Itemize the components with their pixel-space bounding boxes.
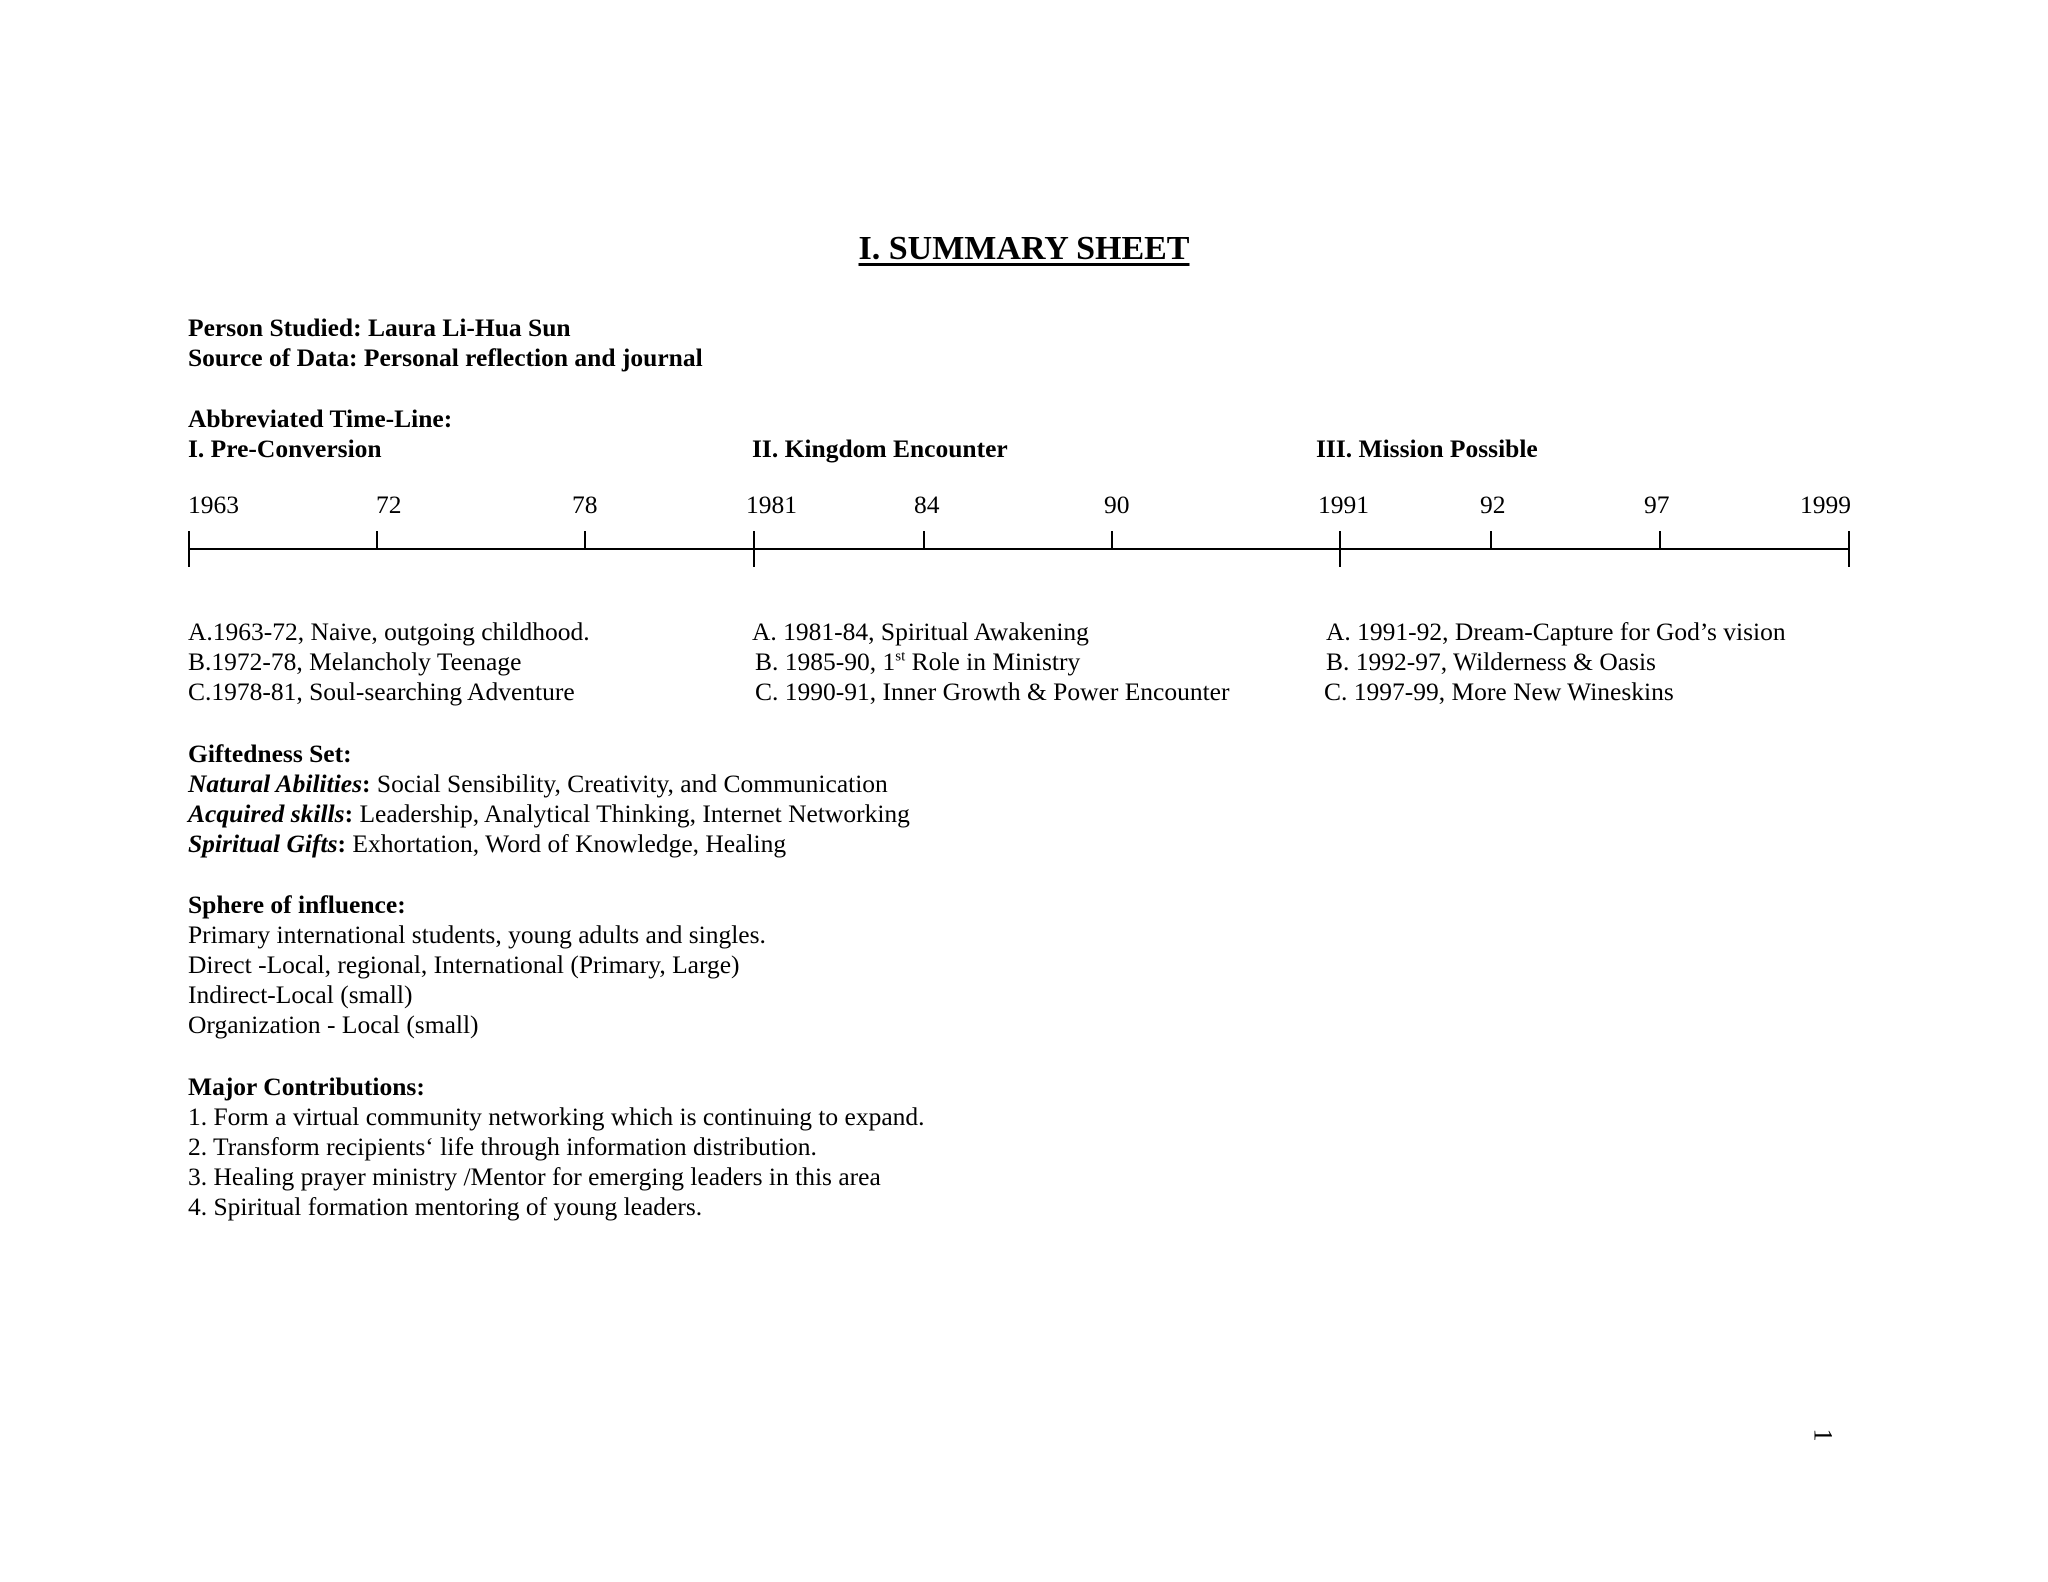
tick-label-1981: 1981: [746, 490, 797, 519]
sphere-section: [188, 890, 766, 1040]
phase-kingdom-encounter: II. Kingdom Encounter: [752, 434, 1008, 463]
sphere-line: Organization - Local (small): [188, 1010, 479, 1039]
period-item: A. 1991-92, Dream-Capture for God’s vision: [1326, 617, 1786, 646]
data-source-value: Personal reflection and journal: [363, 343, 703, 372]
contribution-item: 3. Healing prayer ministry /Mentor for emerging leaders in this area: [188, 1162, 881, 1191]
sphere-line: Direct -Local, regional, International (Primary, Large): [188, 950, 740, 979]
sphere-heading: Sphere of influence:: [188, 890, 406, 919]
periods-column-1: [188, 617, 590, 707]
acquired-skills-value: Leadership, Analytical Thinking, Internet Networking: [353, 799, 910, 828]
timeline-heading: Abbreviated Time-Line:: [188, 404, 453, 433]
person-studied-label: Person Studied:: [188, 313, 362, 342]
period-b-rest: Role in Ministry: [905, 647, 1081, 676]
period-item: C. 1997-99, More New Wineskins: [1324, 677, 1674, 706]
colon: :: [337, 829, 347, 858]
sphere-line: Indirect-Local (small): [188, 980, 413, 1009]
tick-label-84: 84: [914, 490, 940, 519]
giftedness-heading: Giftedness Set:: [188, 739, 352, 768]
period-b-text: B. 1985-90, 1: [755, 647, 896, 676]
period-item: B.1972-78, Melancholy Teenage: [188, 647, 522, 676]
period-b-superscript: st: [895, 648, 906, 665]
sphere-line: Primary international students, young adults and singles.: [188, 920, 766, 949]
acquired-skills: [188, 799, 910, 829]
period-item: A.1963-72, Naive, outgoing childhood.: [188, 617, 590, 646]
colon: :: [344, 799, 354, 828]
spiritual-gifts-value: Exhortation, Word of Knowledge, Healing: [346, 829, 787, 858]
spiritual-gifts-label: Spiritual Gifts: [188, 829, 338, 858]
period-item: C.1978-81, Soul-searching Adventure: [188, 677, 575, 706]
period-item: A. 1981-84, Spiritual Awakening: [752, 617, 1089, 646]
tick-label-97: 97: [1644, 490, 1670, 519]
periods-column-3: [1326, 617, 1786, 707]
tick-label-90: 90: [1104, 490, 1130, 519]
natural-abilities: [188, 769, 910, 799]
contribution-item: 4. Spiritual formation mentoring of young leaders.: [188, 1192, 703, 1221]
person-studied: [188, 313, 571, 343]
tick-label-92: 92: [1480, 490, 1506, 519]
period-item: C. 1990-91, Inner Growth & Power Encounter: [755, 677, 1230, 706]
page-number: 1: [1808, 1428, 1838, 1442]
spiritual-gifts: [188, 829, 910, 859]
natural-abilities-value: Social Sensibility, Creativity, and Communication: [370, 769, 888, 798]
acquired-skills-label: Acquired skills: [188, 799, 345, 828]
tick-label-1999: 1999: [1800, 490, 1851, 519]
periods-column-2: [752, 617, 1230, 707]
contributions-section: [188, 1072, 925, 1222]
contribution-item: 2. Transform recipients‘ life through information distribution.: [188, 1132, 817, 1161]
data-source-label: Source of Data:: [188, 343, 358, 372]
natural-abilities-label: Natural Abilities: [188, 769, 363, 798]
page-title: I. SUMMARY SHEET: [858, 230, 1190, 267]
tick-label-1991: 1991: [1318, 490, 1369, 519]
colon: :: [362, 769, 371, 798]
phase-mission-possible: III. Mission Possible: [1316, 434, 1538, 463]
tick-label-78: 78: [572, 490, 598, 519]
contributions-heading: Major Contributions:: [188, 1072, 425, 1101]
period-item: [752, 647, 1230, 677]
tick-label-1963: 1963: [188, 490, 239, 519]
period-item: B. 1992-97, Wilderness & Oasis: [1326, 647, 1656, 676]
phase-pre-conversion: I. Pre-Conversion: [188, 434, 382, 463]
giftedness-section: [188, 739, 910, 859]
contribution-item: 1. Form a virtual community networking which is continuing to expand.: [188, 1102, 925, 1131]
data-source: [188, 343, 703, 373]
person-studied-value: Laura Li-Hua Sun: [367, 313, 571, 342]
tick-label-72: 72: [376, 490, 402, 519]
